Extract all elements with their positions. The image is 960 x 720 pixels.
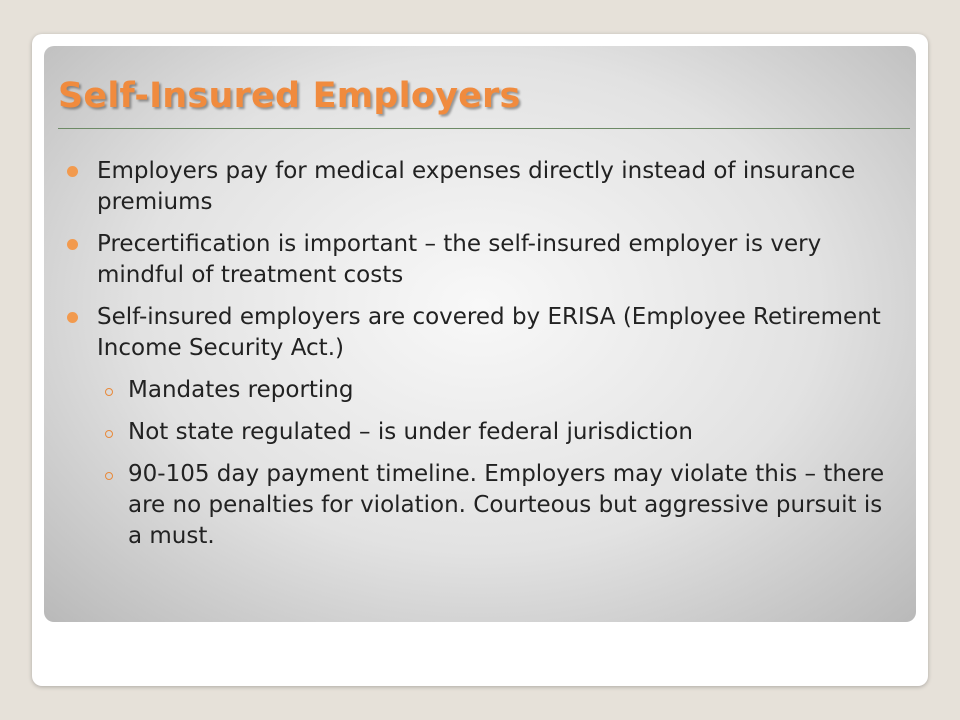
slide-title: Self-Insured Employers [58,76,521,116]
sub-bullet-text: Not state regulated – is under federal jurisdiction [128,419,693,445]
bullet-item [64,302,894,364]
sub-bullet-ring-icon [105,388,113,396]
bullet-text: Employers pay for medical expenses directly instead of insurance premiums [97,158,856,215]
sub-bullet-ring-icon [105,472,113,480]
sub-bullet-item [64,417,894,448]
slide-content [64,156,894,563]
title-divider [58,128,910,129]
sub-bullet-text: Mandates reporting [128,377,354,403]
bullet-item [64,229,894,291]
sub-bullet-item [64,459,894,552]
bullet-dot-icon [67,312,78,323]
bullet-text: Self-insured employers are covered by ERISA (Employee Retirement Income Security Act.) [97,304,881,361]
bullet-item [64,156,894,218]
bullet-dot-icon [67,166,78,177]
bullet-dot-icon [67,239,78,250]
slide-panel [44,46,916,622]
sub-bullet-ring-icon [105,430,113,438]
bullet-text: Precertification is important – the self-insured employer is very mindful of treatment costs [97,231,822,288]
sub-bullet-text: 90-105 day payment timeline. Employers may violate this – there are no penalties for violation. Courteous but aggressive pursuit is a must. [128,461,885,549]
sub-bullet-item [64,375,894,406]
